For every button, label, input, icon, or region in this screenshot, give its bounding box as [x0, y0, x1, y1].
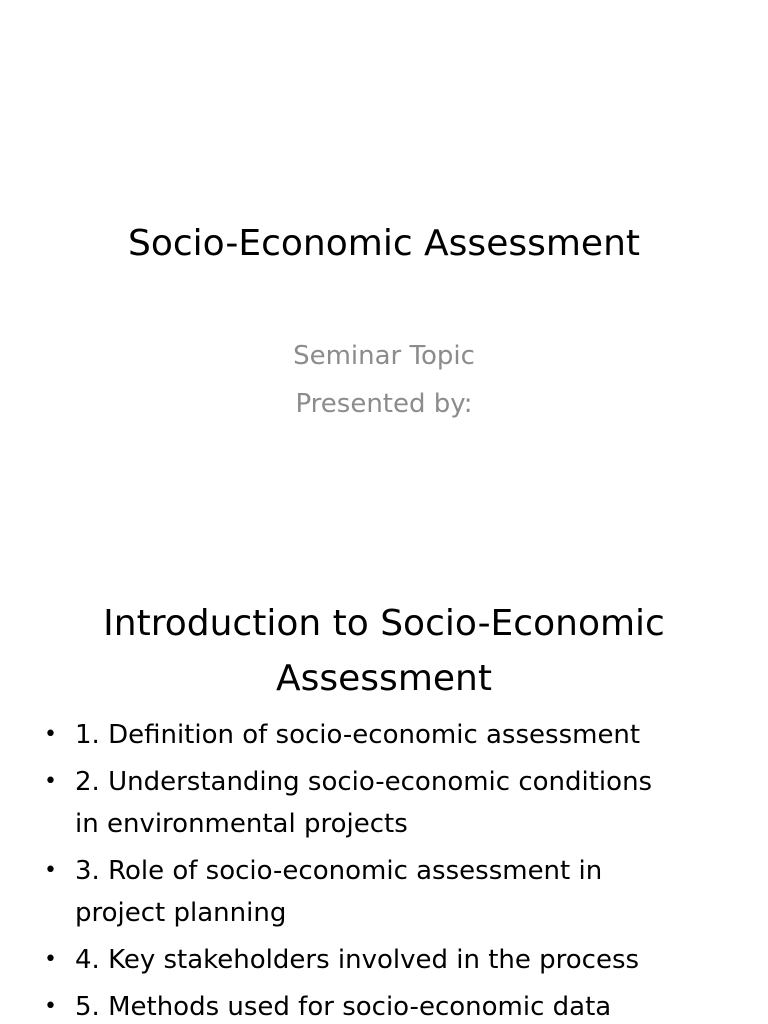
presentation-subtitle	[0, 332, 768, 428]
bullet-list	[40, 714, 720, 1024]
bullet-item-1-line-1: 1. Definition of socio-economic assessment	[75, 720, 641, 750]
content-slide-introduction	[0, 576, 768, 1024]
subtitle-line-seminar-topic: Seminar Topic	[293, 341, 475, 371]
presentation-title: Socio-Economic Assessment	[127, 223, 640, 264]
bullet-item-4-line-1: 4. Key stakeholders involved in the process	[75, 945, 640, 975]
slide-title-line-1: Introduction to Socio-Economic	[103, 603, 665, 644]
bullet-item-3-line-1: 3. Role of socio-economic assessment in	[75, 856, 603, 886]
bullet-item-2	[40, 761, 720, 845]
bullet-dot-icon: •	[44, 994, 57, 1019]
bullet-dot-icon: •	[44, 769, 57, 794]
bullet-dot-icon: •	[44, 947, 57, 972]
bullet-item-3	[40, 850, 720, 934]
bullet-dot-icon: •	[44, 722, 57, 747]
bullet-item-1	[40, 714, 720, 756]
subtitle-line-presented-by: Presented by:	[295, 389, 473, 419]
bullet-item-4	[40, 939, 720, 981]
bullet-item-5	[40, 986, 720, 1024]
slide-title-line-2: Assessment	[276, 658, 492, 699]
bullet-item-2-line-2: in environmental projects	[75, 809, 408, 839]
bullet-item-5-line-1: 5. Methods used for socio-economic data	[75, 992, 612, 1022]
slide-title	[40, 596, 728, 706]
bullet-item-3-line-2: project planning	[75, 898, 287, 928]
bullet-dot-icon: •	[44, 858, 57, 883]
bullet-item-2-line-1: 2. Understanding socio-economic conditions	[75, 767, 653, 797]
